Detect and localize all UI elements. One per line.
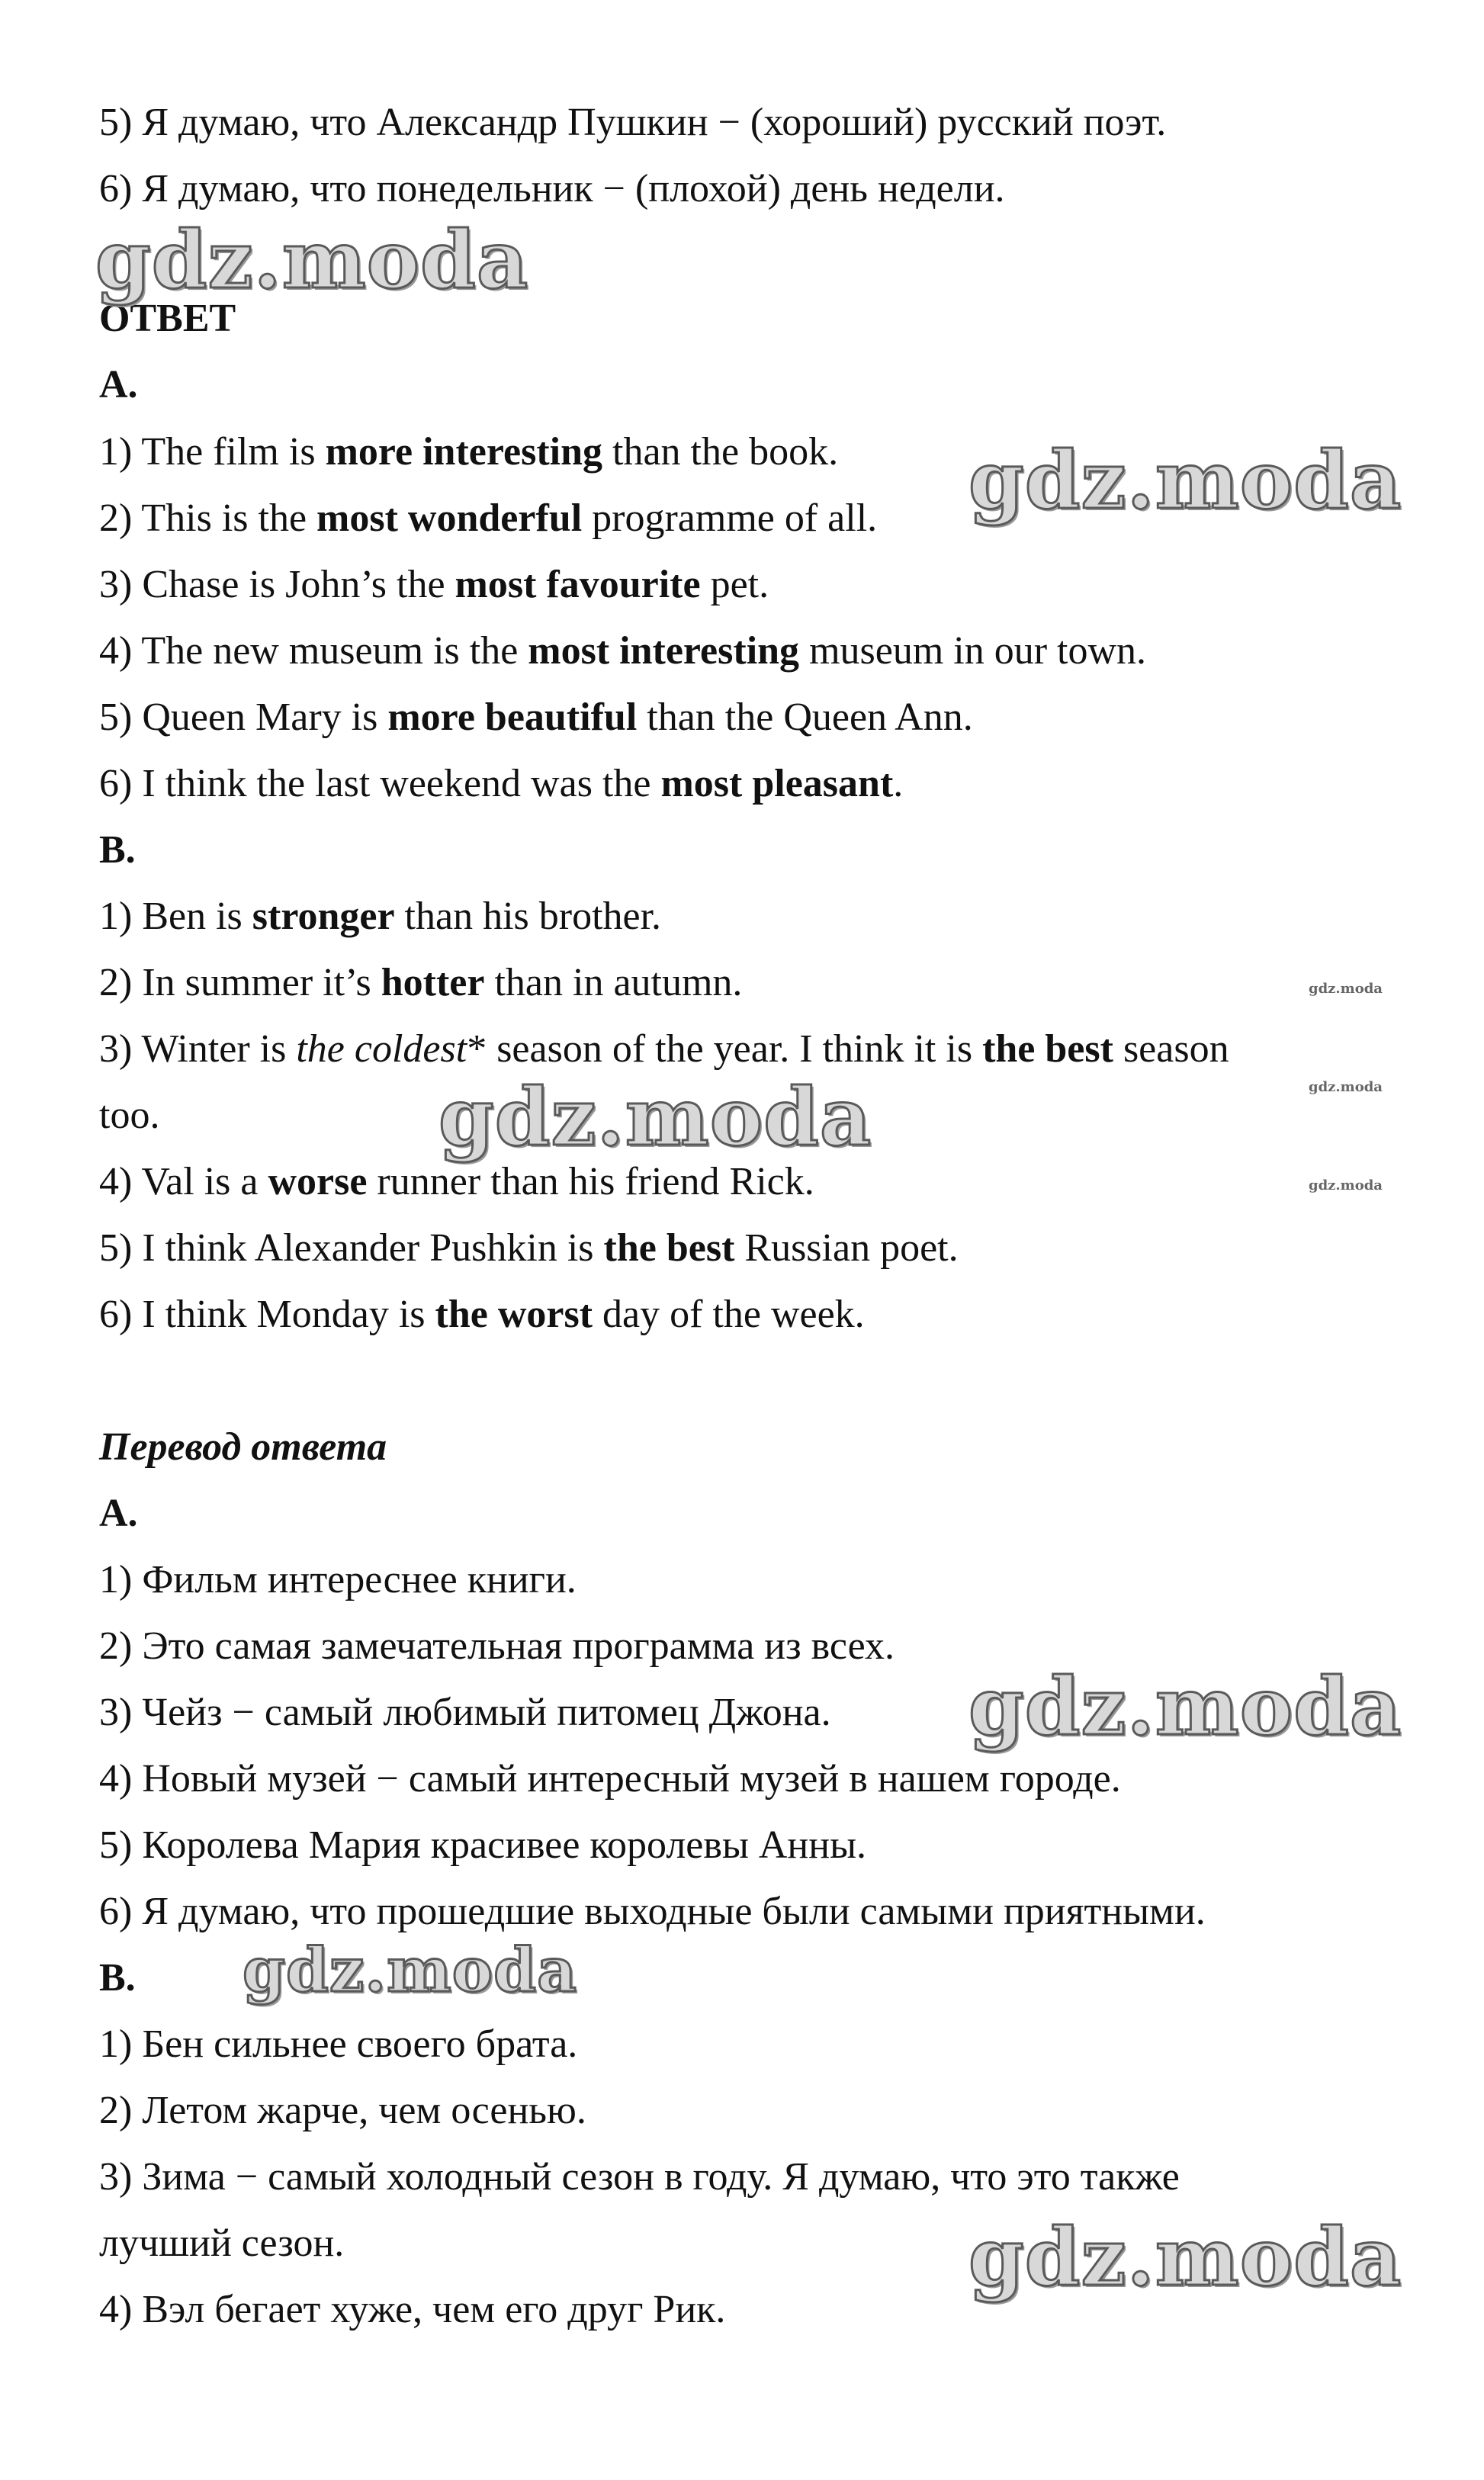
translation-b-item-3: 3) Зима − самый холодный сезон в году. Я думаю, что это также [99, 2155, 1180, 2199]
section-b-label: B. [99, 828, 136, 872]
translation-section-a-label: A. [99, 1492, 138, 1535]
translation-a-item-1: 1) Фильм интереснее книги. [99, 1558, 577, 1601]
translation-a-item-5: 5) Королева Мария красивее королевы Анны. [99, 1823, 867, 1867]
watermark-small: gdz.moda [1309, 1079, 1383, 1095]
section-a-label: A. [99, 363, 138, 406]
answer-b-item-2: 2) In summer it’s hotter than in autumn. [99, 961, 743, 1004]
translation-a-item-2: 2) Это самая замечательная программа из всех. [99, 1624, 895, 1668]
translation-a-item-3: 3) Чейз − самый любимый питомец Джона. [99, 1691, 831, 1734]
answer-b-item-3-continued: too. [99, 1094, 160, 1137]
answer-a-item-3: 3) Chase is John’s the most favourite pet. [99, 563, 769, 606]
watermark-logo: gdz.moda [95, 213, 529, 307]
translation-heading: Перевод ответа [99, 1425, 387, 1469]
exercise-line-5: 5) Я думаю, что Александр Пушкин − (хороший) русский поэт. [99, 101, 1167, 144]
answer-heading: ОТВЕТ [99, 297, 236, 340]
watermark-logo: gdz.moda [438, 1070, 872, 1164]
answer-a-item-5: 5) Queen Mary is more beautiful than the Queen Ann. [99, 695, 973, 739]
answer-b-item-3: 3) Winter is the coldest* season of the year. I think it is the best season [99, 1027, 1229, 1071]
translation-b-item-3-continued: лучший сезон. [99, 2221, 345, 2265]
answer-b-item-5: 5) I think Alexander Pushkin is the best Russian poet. [99, 1226, 959, 1270]
answer-a-item-1: 1) The film is more interesting than the book. [99, 430, 839, 474]
exercise-line-6: 6) Я думаю, что понедельник − (плохой) день недели. [99, 167, 1005, 210]
watermark-logo: gdz.moda [243, 1934, 577, 2006]
answer-b-item-6: 6) I think Monday is the worst day of the week. [99, 1293, 865, 1336]
answer-b-item-4: 4) Val is a worse runner than his friend Rick. [99, 1160, 814, 1203]
answer-b-item-1: 1) Ben is stronger than his brother. [99, 895, 662, 938]
watermark-logo: gdz.moda [968, 433, 1402, 527]
translation-b-item-1: 1) Бен сильнее своего брата. [99, 2022, 578, 2066]
watermark-small: gdz.moda [1309, 981, 1383, 997]
watermark-small: gdz.moda [1309, 1177, 1383, 1193]
answer-a-item-6: 6) I think the last weekend was the most pleasant. [99, 762, 904, 805]
translation-b-item-4: 4) Вэл бегает хуже, чем его друг Рик. [99, 2288, 726, 2331]
translation-a-item-6: 6) Я думаю, что прошедшие выходные были самыми приятными. [99, 1890, 1206, 1933]
translation-b-item-2: 2) Летом жарче, чем осенью. [99, 2089, 586, 2132]
translation-a-item-4: 4) Новый музей − самый интересный музей в нашем городе. [99, 1757, 1121, 1801]
watermark-logo: gdz.moda [968, 1659, 1402, 1753]
watermark-logo: gdz.moda [968, 2210, 1402, 2304]
translation-section-b-label: B. [99, 1956, 136, 2000]
answer-a-item-4: 4) The new museum is the most interesting museum in our town. [99, 629, 1147, 673]
answer-a-item-2: 2) This is the most wonderful programme of all. [99, 496, 878, 540]
